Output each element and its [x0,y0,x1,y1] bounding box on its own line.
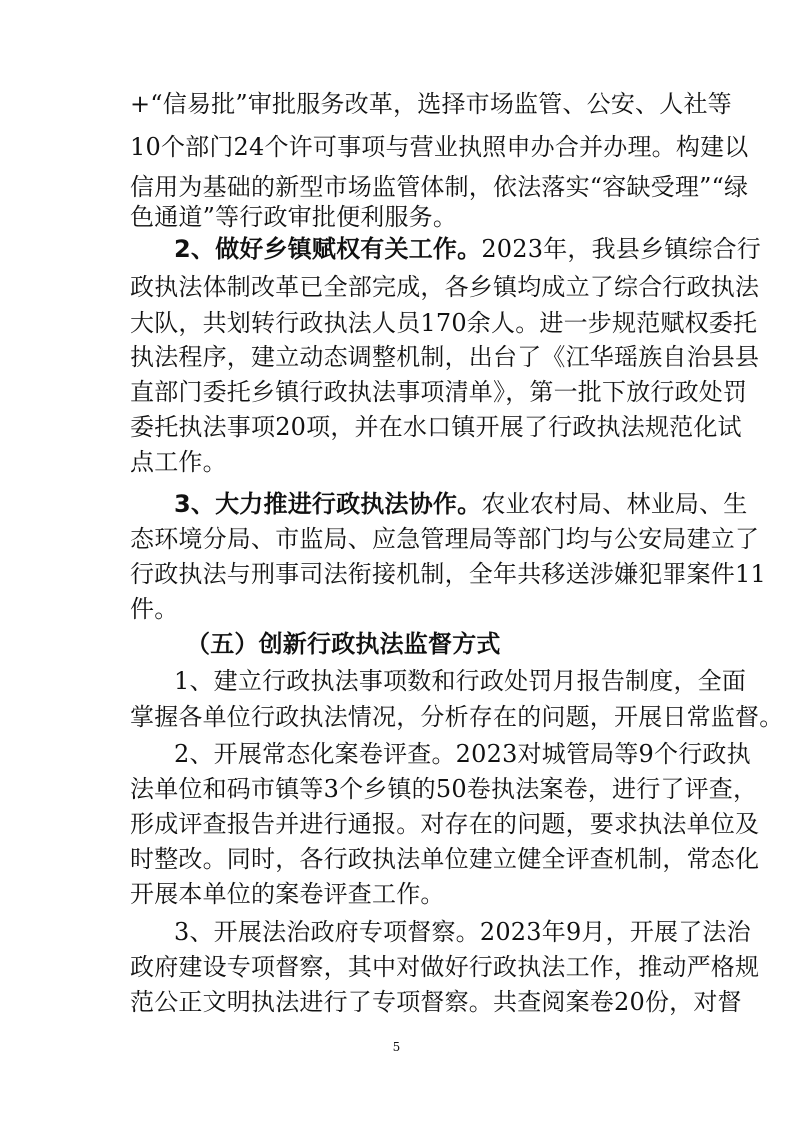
text-line: 范公正文明执法进行了专项督察。共查阅案卷20份，对督 [130,988,742,1016]
text-line: 点工作。 [130,448,227,476]
paragraph-text: 农业农村局、林业局、生 [481,490,748,518]
paragraph-3-first-line [130,487,748,521]
text-line: 执法程序，建立动态调整机制，出台了《江华瑶族自治县县 [130,343,760,371]
paragraph-text: 2023年，我县乡镇综合行 [481,235,761,263]
text-line: 政府建设专项督察，其中对做好行政执法工作，推动严格规 [130,953,760,981]
text-line: 2、开展常态化案卷评查。2023对城管局等9个行政执 [174,740,751,768]
paragraph-2-first-line [130,232,761,266]
text-line: +“信易批”审批服务改革，选择市场监管、公安、人社等 [130,90,732,118]
text-line: 大队，共划转行政执法人员170余人。进一步规范赋权委托 [130,309,758,337]
text-line: 10个部门24个许可事项与营业执照申办合并办理。构建以 [130,133,749,161]
text-line: 3、开展法治政府专项督察。2023年9月，开展了法治 [174,918,751,946]
text-line: 掌握各单位行政执法情况，分析存在的问题，开展日常监督。 [130,703,784,731]
text-line: 行政执法与刑事司法衔接机制，全年共移送涉嫌犯罪案件11 [130,560,766,588]
text-line: 法单位和码市镇等3个乡镇的50卷执法案卷，进行了评查， [130,775,758,803]
text-line: 态环境分局、市监局、应急管理局等部门均与公安局建立了 [130,525,760,553]
text-line: 直部门委托乡镇行政执法事项清单》，第一批下放行政处罚 [130,378,748,406]
text-line: 开展本单位的案卷评查工作。 [130,880,445,908]
text-line: 时整改。同时，各行政执法单位建立健全评查机制，常态化 [130,845,760,873]
paragraph-heading: 2、做好乡镇赋权有关工作。 [174,235,482,263]
paragraph-heading: 3、大力推进行政执法协作。 [174,490,482,518]
section-heading: （五）创新行政执法监督方式 [186,630,501,658]
text-line: 信用为基础的新型市场监管体制，依法落实“容缺受理”“绿 [130,173,749,201]
page-number: 5 [392,1040,401,1054]
text-line: 件。 [130,595,179,623]
text-line: 委托执法事项20项，并在水口镇开展了行政执法规范化试 [130,413,742,441]
text-line: 1、建立行政执法事项数和行政处罚月报告制度，全面 [174,667,747,695]
text-line: 政执法体制改革已全部完成，各乡镇均成立了综合行政执法 [130,273,760,301]
text-line: 形成评查报告并进行通报。对存在的问题，要求执法单位及 [130,810,760,838]
text-line: 色通道”等行政审批便利服务。 [130,203,458,231]
